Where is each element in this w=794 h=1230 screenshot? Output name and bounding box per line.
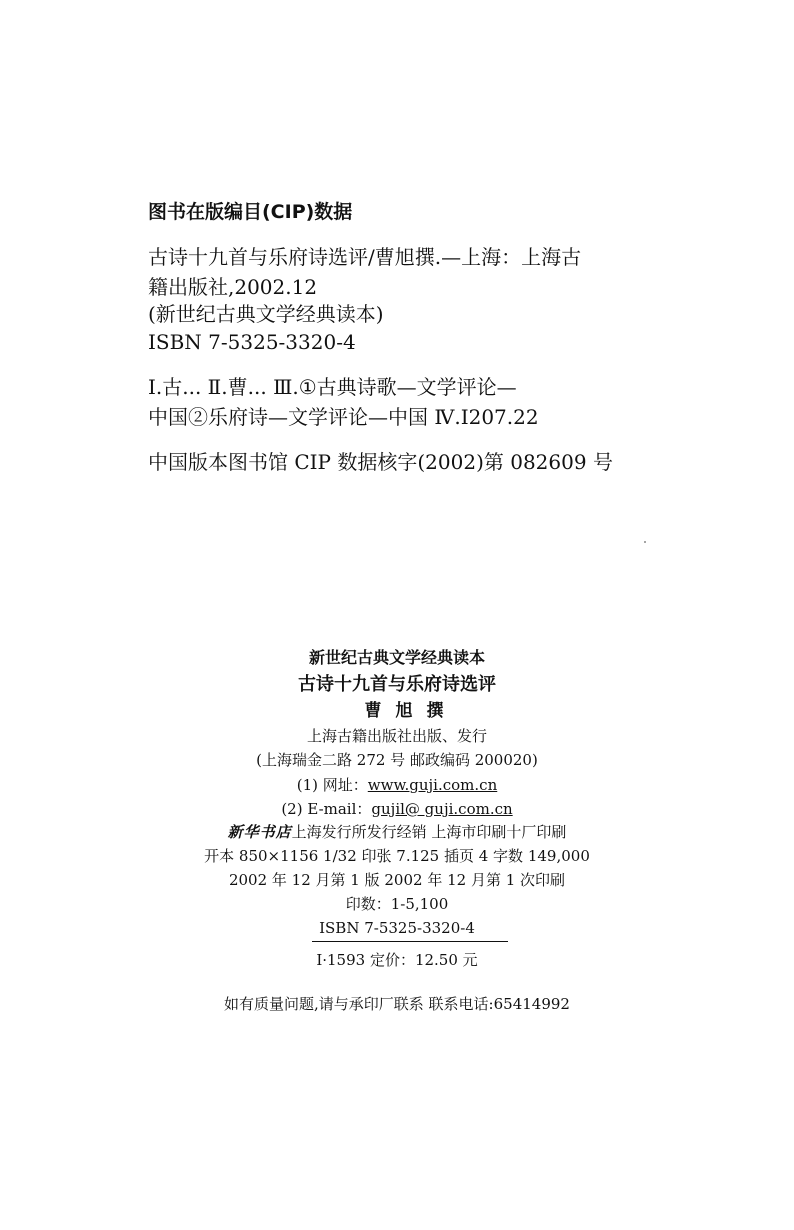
colophon-distribution-row [0,822,794,842]
colophon-title: 古诗十九首与乐府诗选评 [298,674,496,695]
cip-subject-line-2: 中国②乐府诗—文学评论—中国 Ⅳ.I207.22 [148,405,539,429]
email-label: (2) E-mail： [281,800,372,818]
colophon-price: I·1593 定价：12.50 元 [316,951,478,969]
website-link[interactable]: www.guji.com.cn [367,776,498,794]
cip-entry-line-2: 籍出版社,2002.12 [148,275,318,299]
distributor-logo: 新华书店 [227,823,292,841]
cip-heading: 图书在版编目(CIP)数据 [148,201,353,223]
colophon-author: 曹旭撰 [364,701,458,721]
colophon-website-row [0,775,794,795]
scan-speck [644,541,646,543]
quality-notice: 如有质量问题,请与承印厂联系 联系电话:65414992 [224,995,570,1013]
colophon-print-run: 印数：1-5,100 [345,895,449,913]
colophon-email-row [0,799,794,819]
cip-isbn: ISBN 7-5325-3320-4 [148,330,356,354]
distribution-text: 上海发行所发行经销 上海市印刷十厂印刷 [291,823,567,841]
colophon-edition: 2002 年 12 月第 1 版 2002 年 12 月第 1 次印刷 [228,871,566,889]
cip-series: (新世纪古典文学经典读本) [148,302,384,326]
email-link[interactable]: gujil@ guji.com.cn [371,800,513,818]
cip-entry-line-1: 古诗十九首与乐府诗选评/曹旭撰.—上海：上海古 [148,245,582,269]
colophon-publisher: 上海古籍出版社出版、发行 [306,727,487,745]
cip-subject-line-1: Ⅰ.古... Ⅱ.曹... Ⅲ.①古典诗歌—文学评论— [148,375,517,399]
colophon-address: (上海瑞金二路 272 号 邮政编码 200020) [256,751,538,769]
website-label: (1) 网址： [296,776,368,794]
colophon-isbn: ISBN 7-5325-3320-4 [319,919,475,937]
colophon-series: 新世纪古典文学经典读本 [308,648,485,667]
cip-record-number: 中国版本图书馆 CIP 数据核字(2002)第 082609 号 [148,450,613,474]
colophon-divider [312,941,508,942]
colophon-format: 开本 850×1156 1/32 印张 7.125 插页 4 字数 149,000 [204,847,590,865]
